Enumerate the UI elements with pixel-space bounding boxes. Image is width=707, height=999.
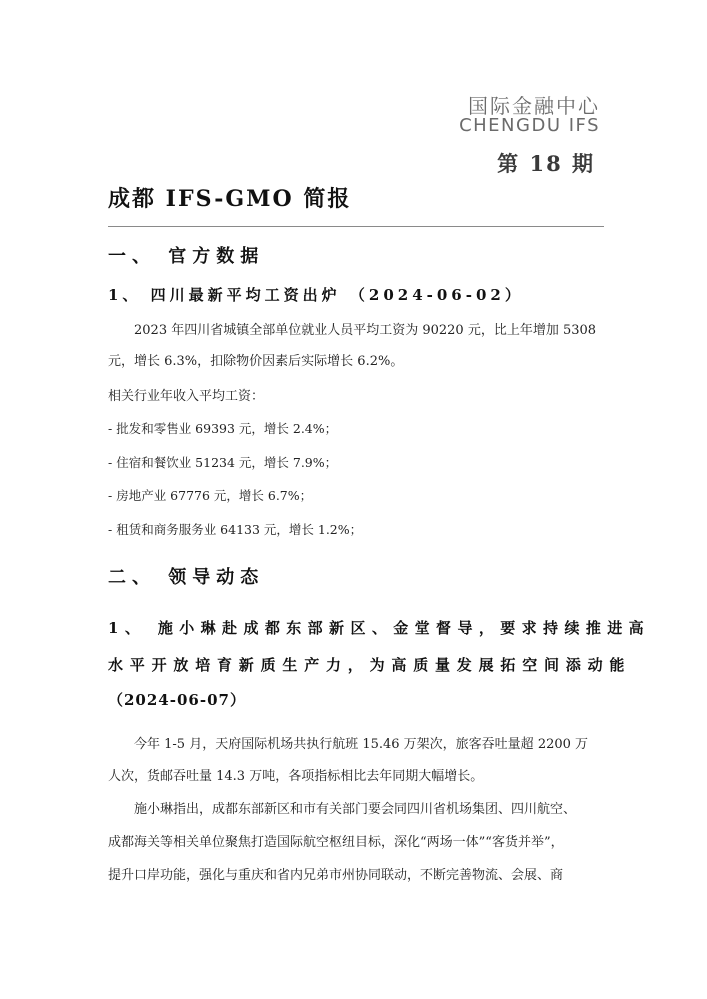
list-item: - 批发和零售业 69393 元，增长 2.4%； bbox=[108, 421, 338, 436]
list-item: - 房地产业 67776 元，增长 6.7%； bbox=[108, 488, 313, 503]
paragraph-line: 元，增长 6.3%，扣除物价因素后实际增长 6.2%。 bbox=[108, 354, 404, 369]
item-heading-date: （2024-06-07） bbox=[108, 691, 246, 709]
list-intro: 相关行业年收入平均工资： bbox=[108, 389, 265, 404]
logo-chinese: 国际金融中心 bbox=[468, 94, 600, 118]
issue-number: 第 18 期 bbox=[497, 151, 595, 176]
paragraph-line: 2023 年四川省城镇全部单位就业人员平均工资为 90220 元，比上年增加 5308 bbox=[134, 323, 597, 338]
paragraph-line: 人次，货邮吞吐量 14.3 万吨，各项指标相比去年同期大幅增长。 bbox=[108, 769, 484, 784]
list-item: - 住宿和餐饮业 51234 元，增长 7.9%； bbox=[108, 455, 338, 470]
paragraph-line: 成都海关等相关单位聚焦打造国际航空枢纽目标，深化“两场一体”“客货并举”， bbox=[108, 835, 564, 850]
title-divider bbox=[108, 226, 604, 227]
item-heading-sichuan-wage: 1、 四川最新平均工资出炉 （2024-06-02） bbox=[108, 286, 524, 304]
paragraph-line: 提升口岸功能，强化与重庆和省内兄弟市州协同联动，不断完善物流、会展、商 bbox=[108, 868, 564, 883]
logo-english: CHENGDU IFS bbox=[459, 115, 600, 136]
paragraph-line: 施小琳指出，成都东部新区和市有关部门要会同四川省机场集团、四川航空、 bbox=[134, 802, 577, 817]
paragraph-line: 今年 1-5 月，天府国际机场共执行航班 15.46 万架次，旅客吞吐量超 2200 万 bbox=[134, 737, 589, 752]
section-heading-official-data: 一、 官方数据 bbox=[108, 246, 265, 267]
document-title: 成都 IFS-GMO 简报 bbox=[108, 186, 352, 212]
list-item: - 租赁和商务服务业 64133 元，增长 1.2%； bbox=[108, 522, 363, 537]
item-heading-line: 水平开放培育新质生产力，为高质量发展拓空间添动能 bbox=[108, 656, 632, 674]
item-heading-line: 1、 施小琳赴成都东部新区、金堂督导，要求持续推进高 bbox=[108, 619, 651, 637]
section-heading-leadership: 二、 领导动态 bbox=[108, 567, 265, 588]
